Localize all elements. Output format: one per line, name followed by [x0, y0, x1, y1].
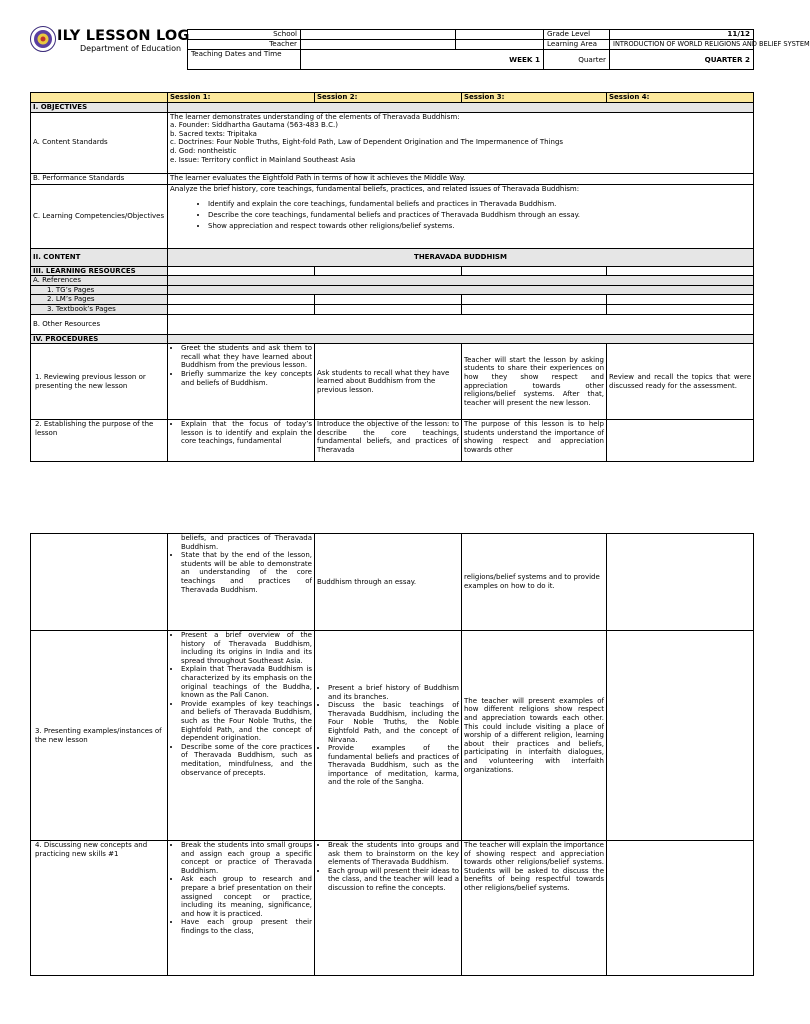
other-resources-label: B. Other Resources — [31, 314, 168, 334]
procedure-3-session-1: • Present a brief overview of the history of Theravada Buddhism, including its origins in India and its spread throughout Southeast Asia. • Explain that Theravada Buddhism is characterized by its emphasis on the original teachings of the Buddha, known as the Pali Canon. • Provide examples of key teachings and beliefs of Theravada Buddhism, such as the Four Noble Truths, the Eightfold Path, and the concept of dependent origination. • Describe some of the core practices of Theravada Buddhism, such as meditation, mindfulness, and the observance of precepts. — [168, 631, 315, 841]
teacher-label: Teacher — [188, 40, 301, 50]
procedure-2-session-1: • Explain that the focus of today’s lesson is to identify and explain the core teachings, fundamental — [168, 420, 315, 462]
procedure-2-session-2-continued: Buddhism through an essay. — [315, 534, 462, 631]
procedure-3-session-3: The teacher will present examples of how different religions show respect and appreciation towards each other. This could include visiting a place of worship of a different religion, learning about their practices and beliefs, participating in interfaith dialogues, and volunteering with interfaith organizations. — [462, 631, 607, 841]
procedure-2-session-2: Introduce the objective of the lesson: to describe the core teachings, fundamental beliefs, and practices of Theravada — [315, 420, 462, 462]
procedures-heading: IV. PROCEDURES — [31, 334, 168, 344]
school-label: School — [188, 30, 301, 40]
learning-area-label: Learning Area — [544, 40, 610, 50]
session-1-header: Session 1: — [168, 93, 315, 103]
competency-item: • Identify and explain the core teachings, fundamental beliefs and practices in Theravada Buddhism. — [208, 199, 751, 210]
procedure-1-session-2: Ask students to recall what they have learned about Buddhism from the previous lesson. — [315, 344, 462, 420]
week-value: WEEK 1 — [301, 50, 544, 70]
quarter-label: Quarter — [544, 50, 610, 70]
session-3-header: Session 3: — [462, 93, 607, 103]
textbook-pages-label: 3. Textbook’s Pages — [31, 304, 168, 314]
session-4-header: Session 4: — [607, 93, 754, 103]
performance-standards-text: The learner evaluates the Eightfold Path in terms of how it achieves the Middle Way. — [168, 173, 754, 184]
competencies-label: C. Learning Competencies/Objectives — [31, 184, 168, 248]
dates-label: Teaching Dates and Time — [188, 50, 301, 70]
procedure-3-session-2: • Present a brief history of Buddhism and its branches. • Discuss the basic teachings of Theravada Buddhism, including the Four Noble Truths, the Noble Eightfold Path, and the concept of Nirvana. • Provide examples of the fundamental beliefs and practices of Theravada Buddhism, such as the importance of meditation, karma, and the role of the Sangha. — [315, 631, 462, 841]
procedure-2-session-3: The purpose of this lesson is to help students understand the importance of showing respect and appreciation towards other — [462, 420, 607, 462]
references-label: A. References — [31, 276, 168, 286]
lm-pages-label: 2. LM’s Pages — [31, 295, 168, 305]
procedure-1-session-4: Review and recall the topics that were discussed ready for the assessment. — [607, 344, 754, 420]
header-table — [187, 29, 810, 70]
procedure-3-label: 3. Presenting examples/instances of the new lesson — [31, 631, 168, 841]
content-standards-label: A. Content Standards — [31, 112, 168, 173]
procedure-2-label: 2. Establishing the purpose of the lesson — [31, 420, 168, 462]
procedure-2-session-3-continued: religions/belief systems and to provide examples on how to do it. — [462, 534, 607, 631]
procedure-4-label: 4. Discussing new concepts and practicing new skills #1 — [31, 841, 168, 976]
competency-item: • Describe the core teachings, fundamental beliefs and practices of Theravada Buddhism through an essay. — [208, 210, 751, 221]
lesson-table-continued — [30, 533, 754, 976]
deped-seal-icon — [30, 26, 56, 52]
school-value[interactable] — [301, 30, 456, 40]
objectives-heading: I. OBJECTIVES — [31, 102, 168, 112]
grade-level-label: Grade Level — [544, 30, 610, 40]
lesson-table — [30, 92, 754, 462]
procedure-4-session-3: The teacher will explain the importance of showing respect and appreciation towards other religions/belief systems. Students will be asked to discuss the benefits of being respectful towards other religions/belief systems. — [462, 841, 607, 976]
procedure-1-label: 1. Reviewing previous lesson or presenting the new lesson — [31, 344, 168, 420]
tg-pages-label: 1. TG’s Pages — [31, 285, 168, 295]
procedure-2-session-1-continued: beliefs, and practices of Theravada Buddhism. • State that by the end of the lesson, students will be able to demonstrate an understanding of the core teachings and practices of Theravada Buddhism. — [168, 534, 315, 631]
learning-area-value: INTRODUCTION OF WORLD RELIGIONS AND BELIEF SYSTEM — [610, 40, 754, 50]
procedure-4-session-1: • Break the students into small groups and assign each group a specific concept or practice of Theravada Buddhism. • Ask each group to research and prepare a brief presentation on their assigned concept or practice, including its meaning, significance, and how it is practiced. • Have each group present their findings to the class, — [168, 841, 315, 976]
procedure-4-session-2: • Break the students into groups and ask them to brainstorm on the key elements of Theravada Buddhism. • Each group will present their ideas to the class, and the teacher will lead a discussion to refine the concepts. — [315, 841, 462, 976]
content-value: THERAVADA BUDDHISM — [168, 248, 754, 266]
quarter-value: QUARTER 2 — [610, 50, 754, 70]
competency-item: • Show appreciation and respect towards other religions/belief systems. — [208, 221, 751, 232]
content-heading: II. CONTENT — [31, 248, 168, 266]
session-2-header: Session 2: — [315, 93, 462, 103]
resources-heading: III. LEARNING RESOURCES — [31, 266, 168, 276]
department-name: Department of Education — [80, 44, 182, 53]
procedure-1-session-3: Teacher will start the lesson by asking students to share their experiences on how they show respect and appreciation towards other religions/belief systems. After that, teacher will present the new lesson. — [462, 344, 607, 420]
performance-standards-label: B. Performance Standards — [31, 173, 168, 184]
content-standards-text: The learner demonstrates understanding of the elements of Theravada Buddhism: a. Founder: Siddhartha Gautama (563-483 B.C.) b. Sacred texts: Tripitaka c. Doctrines: Four Noble Truths, Eight-fold Path, Law of Dependent Origination and The Impermanence of Things d. God: nontheistic e. Issue: Territory conflict in Mainland Southeast Asia — [168, 112, 754, 173]
grade-level-value: 11/12 — [610, 30, 754, 40]
lesson-log-title: ILY LESSON LOG — [57, 28, 190, 44]
teacher-value[interactable] — [301, 40, 456, 50]
competencies-text: Analyze the brief history, core teachings, fundamental beliefs, practices, and related issues of Theravada Buddhism: • Identify and explain the core teachings, fundamental beliefs and practices in Theravada Buddhism. • Describe the core teachings, fundamental beliefs and practices of Theravada Buddhism through an essay. • Show appreciation and respect towards other religions/belief systems. — [168, 184, 754, 248]
procedure-1-session-1: • Greet the students and ask them to recall what they have learned about Buddhism from the previous lesson. • Briefly summarize the key concepts and beliefs of Buddhism. — [168, 344, 315, 420]
